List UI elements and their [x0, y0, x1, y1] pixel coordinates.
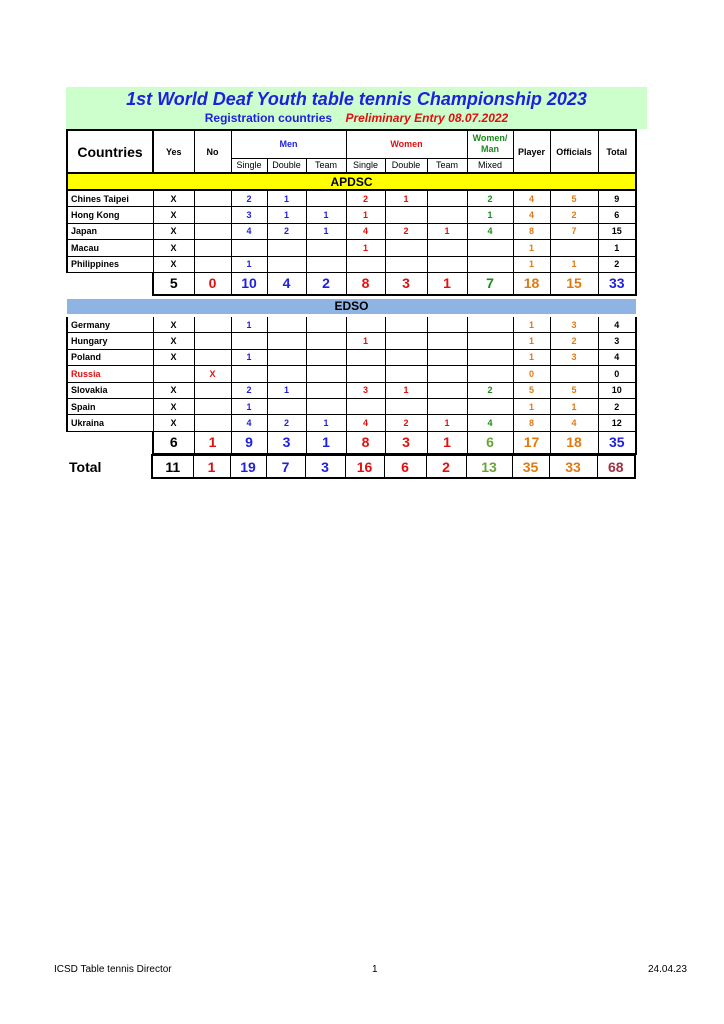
cell-officials: 2	[550, 333, 598, 349]
cell-w-single: 2	[346, 190, 385, 207]
cell-player: 1	[513, 398, 550, 414]
cell-mixed: 4	[467, 415, 513, 431]
cell-w-double	[385, 207, 427, 223]
cell-w-double	[385, 256, 427, 272]
cell-yes: X	[153, 256, 194, 272]
registration-label: Registration countries	[204, 111, 333, 125]
cell-total: 12	[598, 415, 636, 431]
cell-total: 2	[598, 256, 636, 272]
sum-no: 1	[194, 431, 231, 454]
cell-mixed	[467, 366, 513, 382]
sum-w-double: 3	[385, 431, 427, 454]
cell-player: 1	[513, 256, 550, 272]
cell-no: X	[194, 366, 231, 382]
cell-yes: X	[153, 398, 194, 414]
cell-yes: X	[153, 207, 194, 223]
cell-m-single	[231, 240, 267, 256]
edso-rows	[67, 317, 636, 431]
country-name: Macau	[67, 240, 153, 256]
sum-w-double: 6	[384, 455, 426, 478]
page-title: 1st World Deaf Youth table tennis Championship 2023	[126, 89, 587, 109]
header-women: Women	[346, 130, 467, 158]
header-player: Player	[513, 130, 550, 173]
registration-table	[66, 129, 637, 455]
header-men: Men	[231, 130, 346, 158]
cell-no	[194, 190, 231, 207]
cell-m-single: 1	[231, 398, 267, 414]
sum-total: 33	[598, 272, 636, 295]
table-row	[67, 382, 636, 398]
sum-yes: 11	[152, 455, 193, 478]
subtotal-spacer	[67, 431, 153, 454]
cell-officials	[550, 240, 598, 256]
cell-w-team	[427, 349, 467, 365]
cell-officials: 2	[550, 207, 598, 223]
cell-no	[194, 223, 231, 239]
cell-player: 4	[513, 190, 550, 207]
sum-officials: 18	[550, 431, 598, 454]
grand-total-row	[66, 455, 635, 478]
cell-m-team: 1	[306, 207, 346, 223]
table-row	[67, 415, 636, 431]
group-edso-header: EDSO	[67, 299, 636, 314]
cell-no	[194, 207, 231, 223]
cell-w-team	[427, 190, 467, 207]
cell-mixed: 4	[467, 223, 513, 239]
cell-m-single: 2	[231, 382, 267, 398]
cell-w-team	[427, 382, 467, 398]
cell-player: 1	[513, 349, 550, 365]
cell-m-team	[306, 317, 346, 333]
cell-w-double: 1	[385, 190, 427, 207]
cell-m-double	[267, 333, 306, 349]
country-name: Russia	[67, 366, 153, 382]
sum-w-team: 2	[426, 455, 466, 478]
cell-m-single: 4	[231, 223, 267, 239]
header-countries: Countries	[67, 130, 153, 173]
header-women-single: Single	[346, 158, 385, 173]
cell-mixed: 1	[467, 207, 513, 223]
cell-total: 0	[598, 366, 636, 382]
cell-no	[194, 415, 231, 431]
header-men-team: Team	[306, 158, 346, 173]
cell-m-single	[231, 333, 267, 349]
header-women-man-line1: Women/	[472, 133, 508, 144]
sum-player: 18	[513, 272, 550, 295]
cell-total: 15	[598, 223, 636, 239]
sum-no: 1	[193, 455, 230, 478]
cell-officials	[550, 366, 598, 382]
cell-w-single	[346, 398, 385, 414]
cell-total: 2	[598, 398, 636, 414]
cell-mixed	[467, 349, 513, 365]
cell-m-single	[231, 366, 267, 382]
cell-m-team	[306, 333, 346, 349]
sum-m-double: 7	[266, 455, 305, 478]
cell-w-double	[385, 317, 427, 333]
table-row	[67, 256, 636, 272]
footer-left: ICSD Table tennis Director	[54, 964, 172, 975]
cell-m-double: 1	[267, 207, 306, 223]
preliminary-entry-label: Preliminary Entry 08.07.2022	[345, 111, 509, 125]
cell-w-double	[385, 333, 427, 349]
cell-w-double	[385, 240, 427, 256]
sum-officials: 15	[550, 272, 598, 295]
header-men-single: Single	[231, 158, 267, 173]
cell-officials: 1	[550, 256, 598, 272]
cell-w-single: 1	[346, 240, 385, 256]
country-name: Ukraina	[67, 415, 153, 431]
cell-m-double: 1	[267, 382, 306, 398]
sum-mixed: 13	[466, 455, 512, 478]
apdsc-rows	[67, 190, 636, 272]
cell-w-double: 1	[385, 382, 427, 398]
table-row	[67, 333, 636, 349]
cell-m-double	[267, 349, 306, 365]
cell-w-double	[385, 366, 427, 382]
cell-mixed	[467, 240, 513, 256]
cell-w-single	[346, 366, 385, 382]
cell-w-team	[427, 333, 467, 349]
sum-w-team: 1	[427, 431, 467, 454]
cell-no	[194, 333, 231, 349]
cell-w-team	[427, 398, 467, 414]
sum-no: 0	[194, 272, 231, 295]
cell-no	[194, 382, 231, 398]
sum-m-single: 10	[231, 272, 267, 295]
cell-w-single: 4	[346, 415, 385, 431]
sum-officials: 33	[549, 455, 597, 478]
cell-player: 0	[513, 366, 550, 382]
cell-m-team	[306, 349, 346, 365]
sum-total: 35	[598, 431, 636, 454]
table-row	[67, 317, 636, 333]
edso-subtotal-row	[67, 431, 636, 454]
cell-yes: X	[153, 317, 194, 333]
cell-w-double	[385, 349, 427, 365]
table-row	[67, 349, 636, 365]
cell-yes: X	[153, 223, 194, 239]
country-name: Germany	[67, 317, 153, 333]
header-no: No	[194, 130, 231, 173]
cell-m-double	[267, 240, 306, 256]
country-name: Poland	[67, 349, 153, 365]
total-label: Total	[69, 458, 102, 475]
cell-w-double	[385, 398, 427, 414]
cell-m-team	[306, 240, 346, 256]
country-name: Philippines	[67, 256, 153, 272]
cell-yes: X	[153, 382, 194, 398]
cell-m-team	[306, 398, 346, 414]
sum-m-team: 2	[306, 272, 346, 295]
country-name: Spain	[67, 398, 153, 414]
cell-mixed	[467, 398, 513, 414]
country-name: Japan	[67, 223, 153, 239]
country-name: Hong Kong	[67, 207, 153, 223]
cell-m-double: 2	[267, 223, 306, 239]
page-subtitle	[66, 111, 647, 125]
cell-no	[194, 398, 231, 414]
cell-total: 3	[598, 333, 636, 349]
cell-player: 1	[513, 240, 550, 256]
cell-mixed	[467, 256, 513, 272]
cell-no	[194, 256, 231, 272]
cell-total: 4	[598, 349, 636, 365]
sum-m-team: 1	[306, 431, 346, 454]
cell-m-single: 1	[231, 349, 267, 365]
sum-mixed: 6	[467, 431, 513, 454]
table-row	[67, 190, 636, 207]
cell-officials: 3	[550, 317, 598, 333]
cell-player: 8	[513, 223, 550, 239]
cell-total: 6	[598, 207, 636, 223]
cell-m-double: 2	[267, 415, 306, 431]
cell-yes: X	[153, 333, 194, 349]
cell-officials: 7	[550, 223, 598, 239]
cell-yes: X	[153, 240, 194, 256]
cell-mixed	[467, 333, 513, 349]
country-name: Slovakia	[67, 382, 153, 398]
cell-yes	[153, 366, 194, 382]
cell-w-single	[346, 256, 385, 272]
cell-w-team	[427, 317, 467, 333]
cell-w-team: 1	[427, 223, 467, 239]
apdsc-subtotal-row	[67, 272, 636, 295]
cell-no	[194, 317, 231, 333]
cell-m-single: 1	[231, 317, 267, 333]
cell-officials: 5	[550, 382, 598, 398]
group-apdsc-header: APDSC	[67, 173, 636, 190]
cell-m-double	[267, 398, 306, 414]
cell-m-double	[267, 366, 306, 382]
cell-m-single: 1	[231, 256, 267, 272]
cell-w-single: 4	[346, 223, 385, 239]
sum-yes: 6	[153, 431, 194, 454]
table-row	[67, 398, 636, 414]
header-men-double: Double	[267, 158, 306, 173]
subtotal-spacer	[67, 272, 153, 295]
cell-yes: X	[153, 415, 194, 431]
table-row	[67, 207, 636, 223]
cell-m-double	[267, 256, 306, 272]
cell-total: 4	[598, 317, 636, 333]
cell-officials: 5	[550, 190, 598, 207]
header-women-team: Team	[427, 158, 467, 173]
cell-player: 1	[513, 317, 550, 333]
sum-yes: 5	[153, 272, 194, 295]
cell-player: 5	[513, 382, 550, 398]
footer-date: 24.04.23	[648, 964, 687, 975]
header-mixed: Mixed	[467, 158, 513, 173]
cell-m-single: 3	[231, 207, 267, 223]
cell-m-single: 2	[231, 190, 267, 207]
cell-mixed: 2	[467, 190, 513, 207]
cell-w-team	[427, 207, 467, 223]
cell-mixed	[467, 317, 513, 333]
cell-m-team	[306, 366, 346, 382]
sum-m-double: 4	[267, 272, 306, 295]
cell-w-single	[346, 317, 385, 333]
cell-w-single: 3	[346, 382, 385, 398]
header-women-double: Double	[385, 158, 427, 173]
cell-w-team	[427, 366, 467, 382]
table-row	[67, 223, 636, 239]
cell-w-team	[427, 256, 467, 272]
cell-player: 8	[513, 415, 550, 431]
cell-m-single: 4	[231, 415, 267, 431]
cell-officials: 4	[550, 415, 598, 431]
sum-player: 17	[513, 431, 550, 454]
cell-yes: X	[153, 190, 194, 207]
sum-w-single: 8	[346, 431, 385, 454]
table-row	[67, 240, 636, 256]
cell-w-single	[346, 349, 385, 365]
sum-player: 35	[512, 455, 549, 478]
cell-m-double	[267, 317, 306, 333]
grand-total-table	[66, 454, 636, 479]
sum-m-team: 3	[305, 455, 345, 478]
header-officials: Officials	[550, 130, 598, 173]
cell-w-team: 1	[427, 415, 467, 431]
cell-officials: 3	[550, 349, 598, 365]
sum-w-single: 16	[345, 455, 384, 478]
cell-mixed: 2	[467, 382, 513, 398]
cell-player: 1	[513, 333, 550, 349]
header-women-man	[467, 130, 513, 158]
cell-total: 10	[598, 382, 636, 398]
cell-yes: X	[153, 349, 194, 365]
footer-page-number: 1	[372, 964, 378, 975]
cell-w-team	[427, 240, 467, 256]
sum-mixed: 7	[467, 272, 513, 295]
cell-m-double: 1	[267, 190, 306, 207]
cell-no	[194, 240, 231, 256]
cell-total: 1	[598, 240, 636, 256]
cell-m-team	[306, 256, 346, 272]
sum-w-team: 1	[427, 272, 467, 295]
cell-player: 4	[513, 207, 550, 223]
cell-w-single: 1	[346, 333, 385, 349]
sum-m-double: 3	[267, 431, 306, 454]
cell-no	[194, 349, 231, 365]
sum-w-single: 8	[346, 272, 385, 295]
header-yes: Yes	[153, 130, 194, 173]
cell-m-team: 1	[306, 223, 346, 239]
country-name: Chines Taipei	[67, 190, 153, 207]
cell-m-team	[306, 190, 346, 207]
cell-m-team: 1	[306, 415, 346, 431]
sum-w-double: 3	[385, 272, 427, 295]
header-women-man-line2: Man	[481, 144, 499, 155]
sum-total: 68	[597, 455, 635, 478]
cell-officials: 1	[550, 398, 598, 414]
sum-m-single: 9	[231, 431, 267, 454]
sum-m-single: 19	[230, 455, 266, 478]
country-name: Hungary	[67, 333, 153, 349]
cell-total: 9	[598, 190, 636, 207]
title-banner	[66, 87, 647, 129]
cell-m-team	[306, 382, 346, 398]
cell-w-single: 1	[346, 207, 385, 223]
table-row	[67, 366, 636, 382]
header-total: Total	[598, 130, 636, 173]
cell-w-double: 2	[385, 415, 427, 431]
cell-w-double: 2	[385, 223, 427, 239]
